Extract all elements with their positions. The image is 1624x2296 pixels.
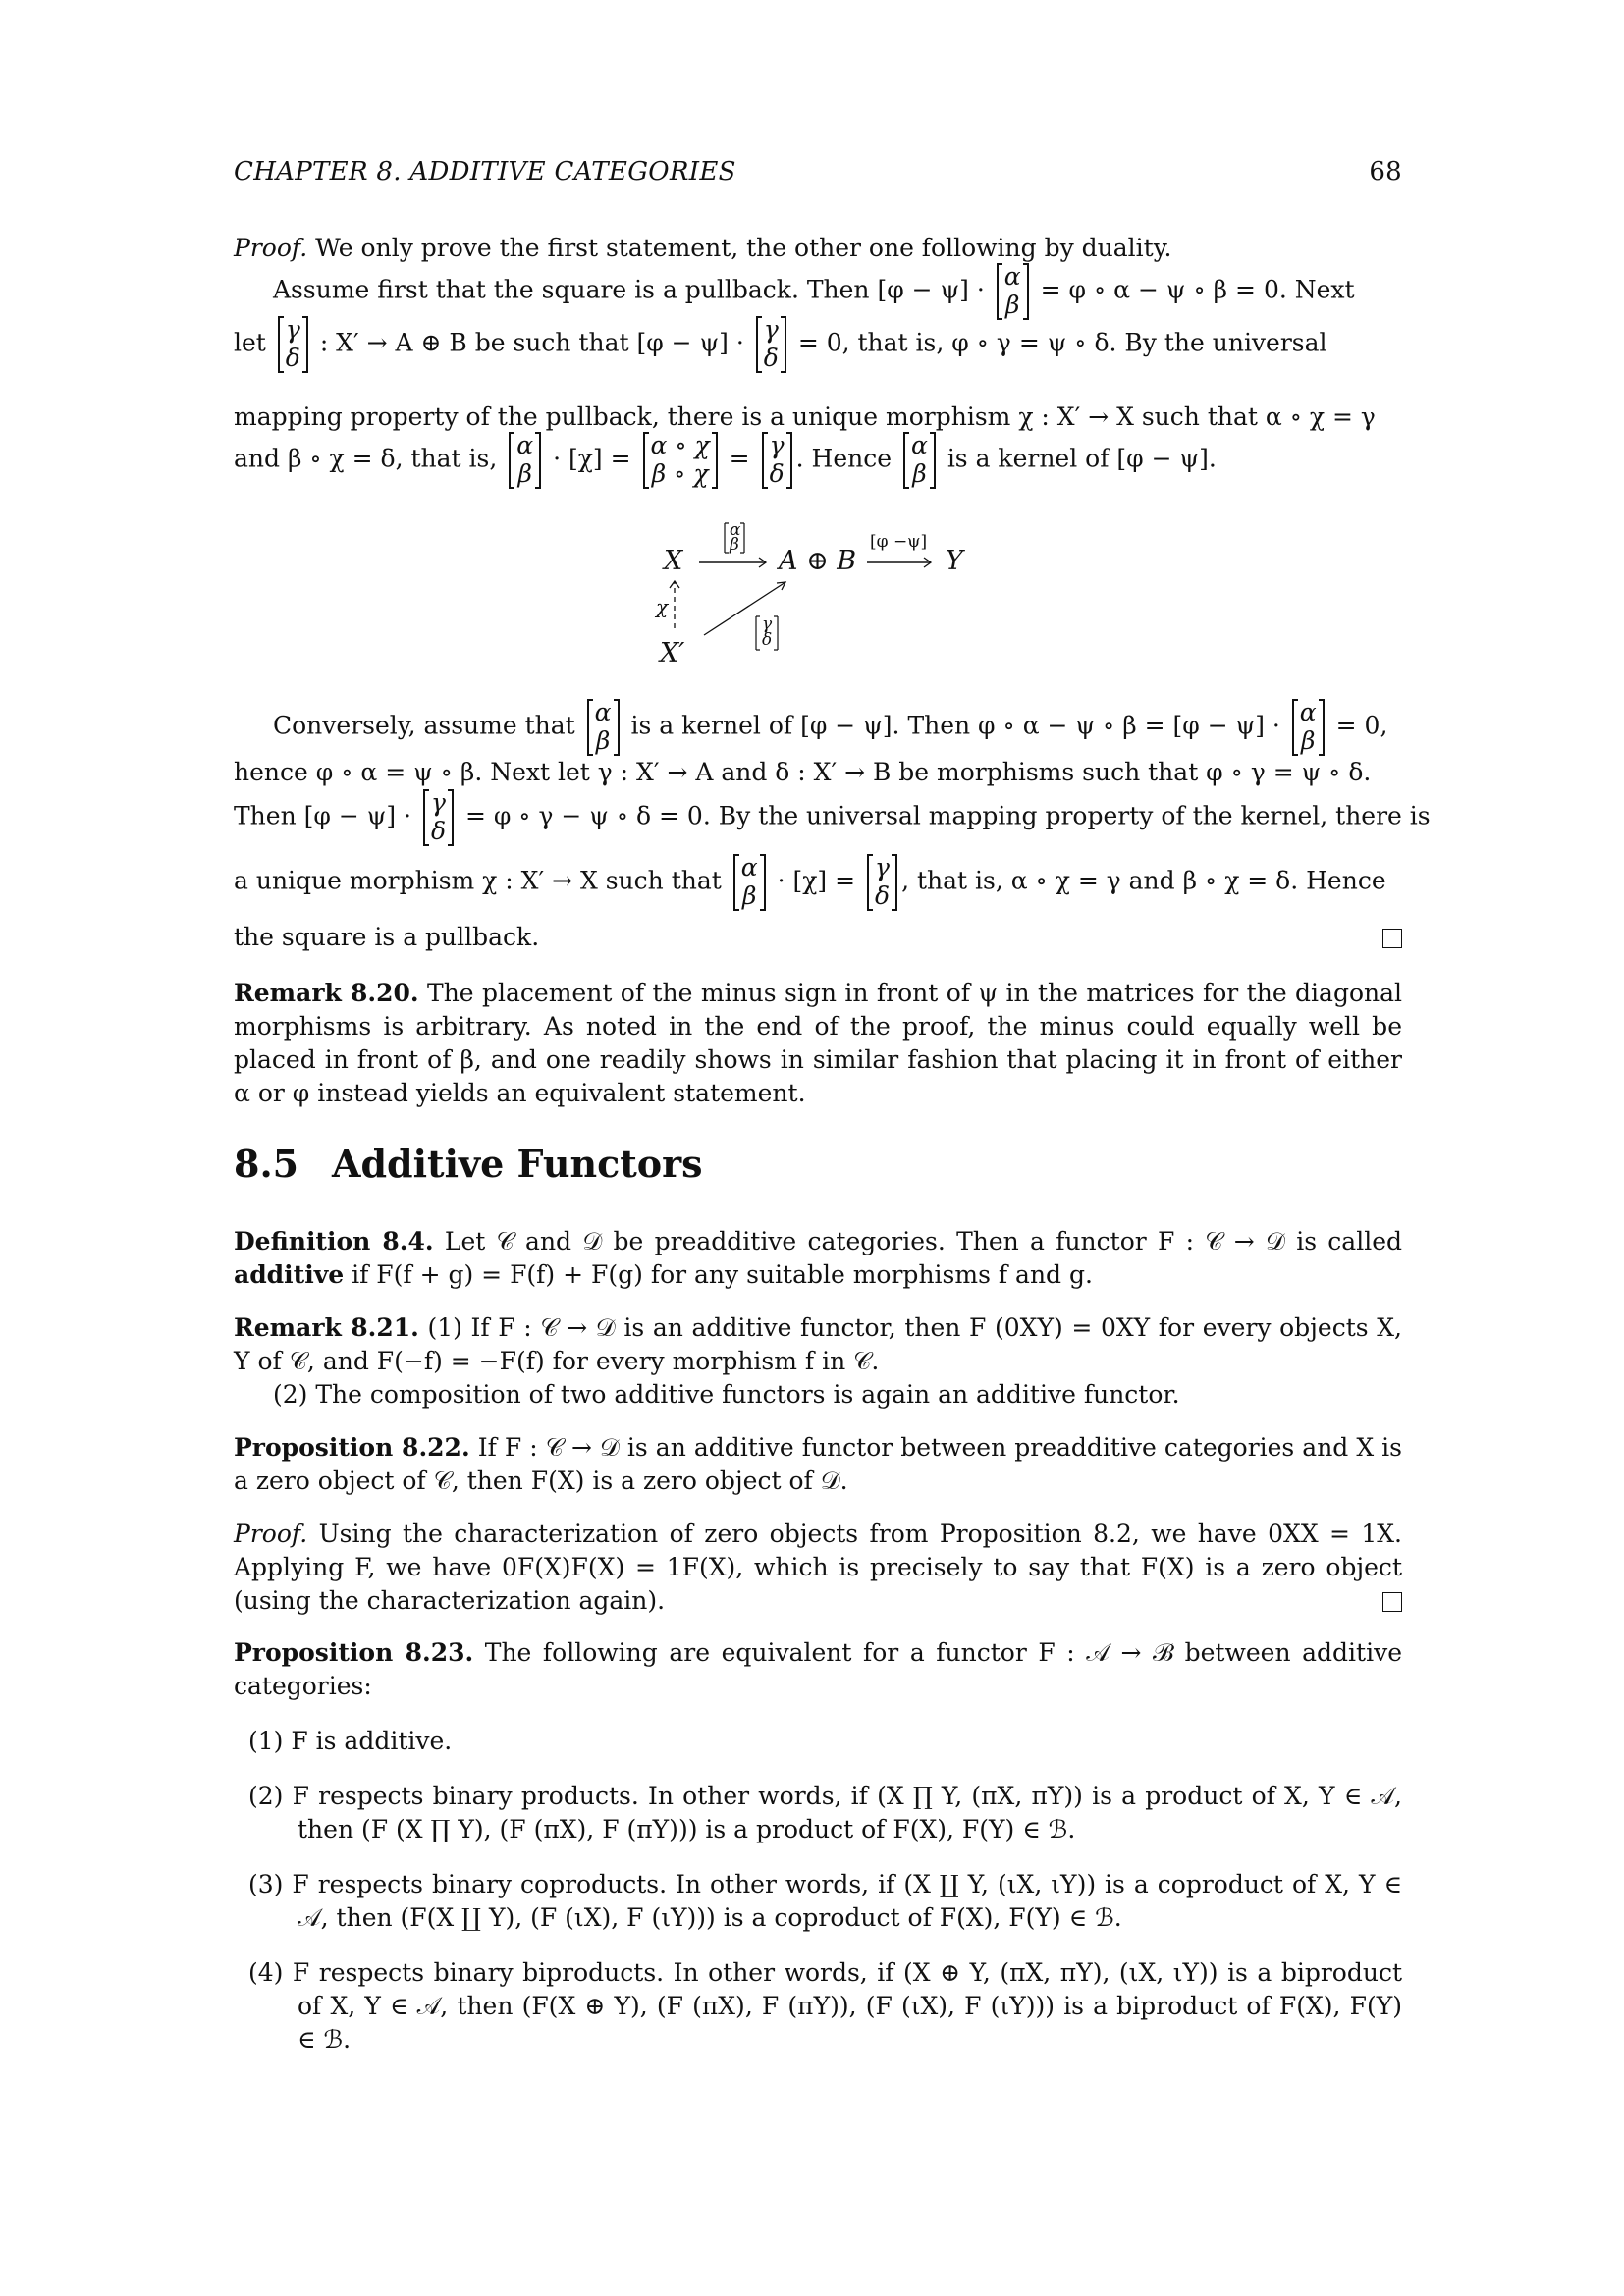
proposition-8-23 xyxy=(234,1636,1402,1703)
label-delta: δ xyxy=(762,630,773,650)
qed-box xyxy=(1382,1592,1402,1612)
page-number: 68 xyxy=(1369,157,1402,187)
node-X: X xyxy=(664,546,683,576)
proposition-label: Proposition 8.23. xyxy=(234,1638,474,1667)
text: = φ ∘ γ − ψ ∘ δ = 0. By the universal mapping property of the kernel, there is xyxy=(464,801,1431,830)
label-chi: χ xyxy=(656,595,669,618)
section-heading xyxy=(234,1142,703,1186)
list-item: (4) F respects binary biproducts. In other words, if (X ⊕ Y, (πX, πY), (ιX, ιY)) is a biproduct of X, Y ∈ 𝒜, then (F(X ⊕ Y), (F (πX), F (πY)), (F (ιX), F (ιY))) is a biproduct of F(X), F(Y) ∈ ℬ. xyxy=(248,1958,1402,2054)
text: . Hence xyxy=(795,444,893,473)
text: = xyxy=(729,444,750,473)
label-beta: β xyxy=(730,535,739,555)
proposition-label: Proposition 8.22. xyxy=(234,1433,470,1462)
text: : X′ → A ⊕ B be such that [φ − ψ] · xyxy=(319,328,744,357)
matrix-alpha-beta: α β xyxy=(1292,699,1325,756)
matrix-gamma-delta: γ δ xyxy=(756,316,786,373)
node-A-plus-B: A ⊕ B xyxy=(779,546,857,576)
proof-intro: We only prove the first statement, the other one following by duality. xyxy=(315,234,1172,262)
proof-label: Proof. xyxy=(234,1520,308,1548)
text: hence φ ∘ α = ψ ∘ β. Next let γ : X′ → A and δ : X′ → B be morphisms such that φ ∘ γ = ψ ∘ δ. xyxy=(234,758,1372,786)
remark-text: The placement of the minus sign in front of ψ in the matrices for the diagonal morphisms is arbitrary. As noted in the end of the proof, the minus could equally well be placed in front of β, and one readily shows in similar fashion that placing it in front of either α or φ instead yields an equivalent statement. xyxy=(234,979,1402,1107)
matrix-alpha-beta: α β xyxy=(509,432,541,489)
term-additive: additive xyxy=(234,1260,345,1289)
section-title: Additive Functors xyxy=(332,1142,703,1186)
label-alpha: α xyxy=(730,520,741,540)
text: = 0, xyxy=(1335,711,1388,740)
text: Then [φ − ψ] · xyxy=(234,801,411,830)
text: and β ∘ χ = δ, that is, xyxy=(234,444,498,473)
matrix-gamma-delta: γ δ xyxy=(762,432,792,489)
matrix-alpha-beta: α β xyxy=(587,699,620,756)
matrix-alpha-beta: α β xyxy=(997,263,1029,320)
matrix-gamma-delta: γ δ xyxy=(867,854,897,911)
matrix-composite: α ∘ χ β ∘ χ xyxy=(643,432,718,489)
text: Let 𝒞 and 𝒟 be preadditive categories. Then a functor F : 𝒞 → 𝒟 is called xyxy=(444,1227,1403,1255)
text: , that is, α ∘ χ = γ and β ∘ χ = δ. Hence xyxy=(901,866,1386,895)
matrix-gamma-delta: γ δ xyxy=(423,789,454,846)
label-phi-minus-psi: [φ −ψ] xyxy=(870,532,928,552)
node-X-prime: X′ xyxy=(660,638,685,668)
commutative-diagram xyxy=(619,510,1031,677)
proposition-8-22 xyxy=(234,1431,1402,1498)
proof-line-4 xyxy=(234,432,1402,489)
text: is a kernel of [φ − ψ]. xyxy=(947,444,1217,473)
converse-line-2 xyxy=(234,756,1402,789)
proof-zero-object xyxy=(234,1518,1402,1618)
converse-line-1 xyxy=(234,699,1402,756)
label-gamma: γ xyxy=(762,614,773,634)
equivalence-list xyxy=(234,1725,1402,2056)
remark-label: Remark 8.20. xyxy=(234,979,419,1007)
definition-8-4 xyxy=(234,1225,1402,1292)
text: the square is a pullback. xyxy=(234,923,540,951)
proof-line-3 xyxy=(234,400,1402,434)
list-item: (1) F is additive. xyxy=(248,1727,453,1755)
text: Conversely, assume that xyxy=(273,711,575,740)
converse-line-5 xyxy=(234,921,1402,954)
list-item: (2) F respects binary products. In other words, if (X ∏ Y, (πX, πY)) is a product of X, Y ∈ 𝒜, then (F (X ∏ Y), (F (πX), F (πY))) is a product of F(X), F(Y) ∈ ℬ. xyxy=(248,1782,1402,1843)
text: · [χ] = xyxy=(553,444,631,473)
definition-label: Definition 8.4. xyxy=(234,1227,434,1255)
arrow-Xp-to-AB xyxy=(704,582,785,635)
text: Assume first that the square is a pullback. Then [φ − ψ] · xyxy=(273,275,985,304)
text: · [χ] = xyxy=(777,866,856,895)
proof-label: Proof. xyxy=(234,234,308,262)
remark-label: Remark 8.21. xyxy=(234,1313,419,1342)
text: If F : 𝒞 → 𝒟 is an additive functor between preadditive categories and X is a zero object of 𝒞, then F(X) is a zero object of 𝒟. xyxy=(234,1433,1402,1495)
list-item: (3) F respects binary coproducts. In other words, if (X ∐ Y, (ιX, ιY)) is a coproduct of X, Y ∈ 𝒜, then (F(X ∐ Y), (F (ιX), F (ιY))) is a coproduct of F(X), F(Y) ∈ ℬ. xyxy=(248,1870,1402,1932)
text: = φ ∘ α − ψ ∘ β = 0. Next xyxy=(1040,275,1355,304)
remark-8-21 xyxy=(234,1311,1402,1412)
proof-line-2 xyxy=(234,316,1402,373)
proof-pullback xyxy=(234,232,1402,265)
matrix-gamma-delta: γ δ xyxy=(278,316,308,373)
qed-box xyxy=(1382,929,1402,948)
proof-line-1 xyxy=(234,263,1402,320)
node-Y: Y xyxy=(946,546,963,576)
text: mapping property of the pullback, there is a unique morphism χ : X′ → X such that α ∘ χ = γ xyxy=(234,402,1376,431)
text: let xyxy=(234,328,266,357)
text: The following are equivalent for a functor F : 𝒜 → ℬ between additive categories: xyxy=(234,1638,1402,1700)
text: (1) If F : 𝒞 → 𝒟 is an additive functor, then F (0XY) = 0XY for every objects X, Y of 𝒞, and F(−f) = −F(f) for every morphism f in 𝒞. xyxy=(234,1313,1402,1375)
running-header xyxy=(234,157,1402,187)
running-title: CHAPTER 8. ADDITIVE CATEGORIES xyxy=(234,157,736,187)
text: if F(f + g) = F(f) + F(g) for any suitable morphisms f and g. xyxy=(352,1260,1093,1289)
text: Using the characterization of zero objects from Proposition 8.2, we have 0XX = 1X. Applying F, we have 0F(X)F(X) = 1F(X), which is precisely to say that F(X) is a zero object (using the characterization again). xyxy=(234,1520,1402,1615)
remark-8-20 xyxy=(234,977,1402,1110)
converse-line-3 xyxy=(234,788,1431,846)
text: (2) The composition of two additive functors is again an additive functor. xyxy=(273,1380,1180,1409)
matrix-alpha-beta: α β xyxy=(733,854,766,911)
converse-line-4 xyxy=(234,854,1402,911)
text: a unique morphism χ : X′ → X such that xyxy=(234,866,722,895)
text: = 0, that is, φ ∘ γ = ψ ∘ δ. By the universal xyxy=(797,328,1327,357)
section-number: 8.5 xyxy=(234,1142,299,1186)
text: is a kernel of [φ − ψ]. Then φ ∘ α − ψ ∘ β = [φ − ψ] · xyxy=(630,711,1280,740)
matrix-alpha-beta: α β xyxy=(903,432,936,489)
